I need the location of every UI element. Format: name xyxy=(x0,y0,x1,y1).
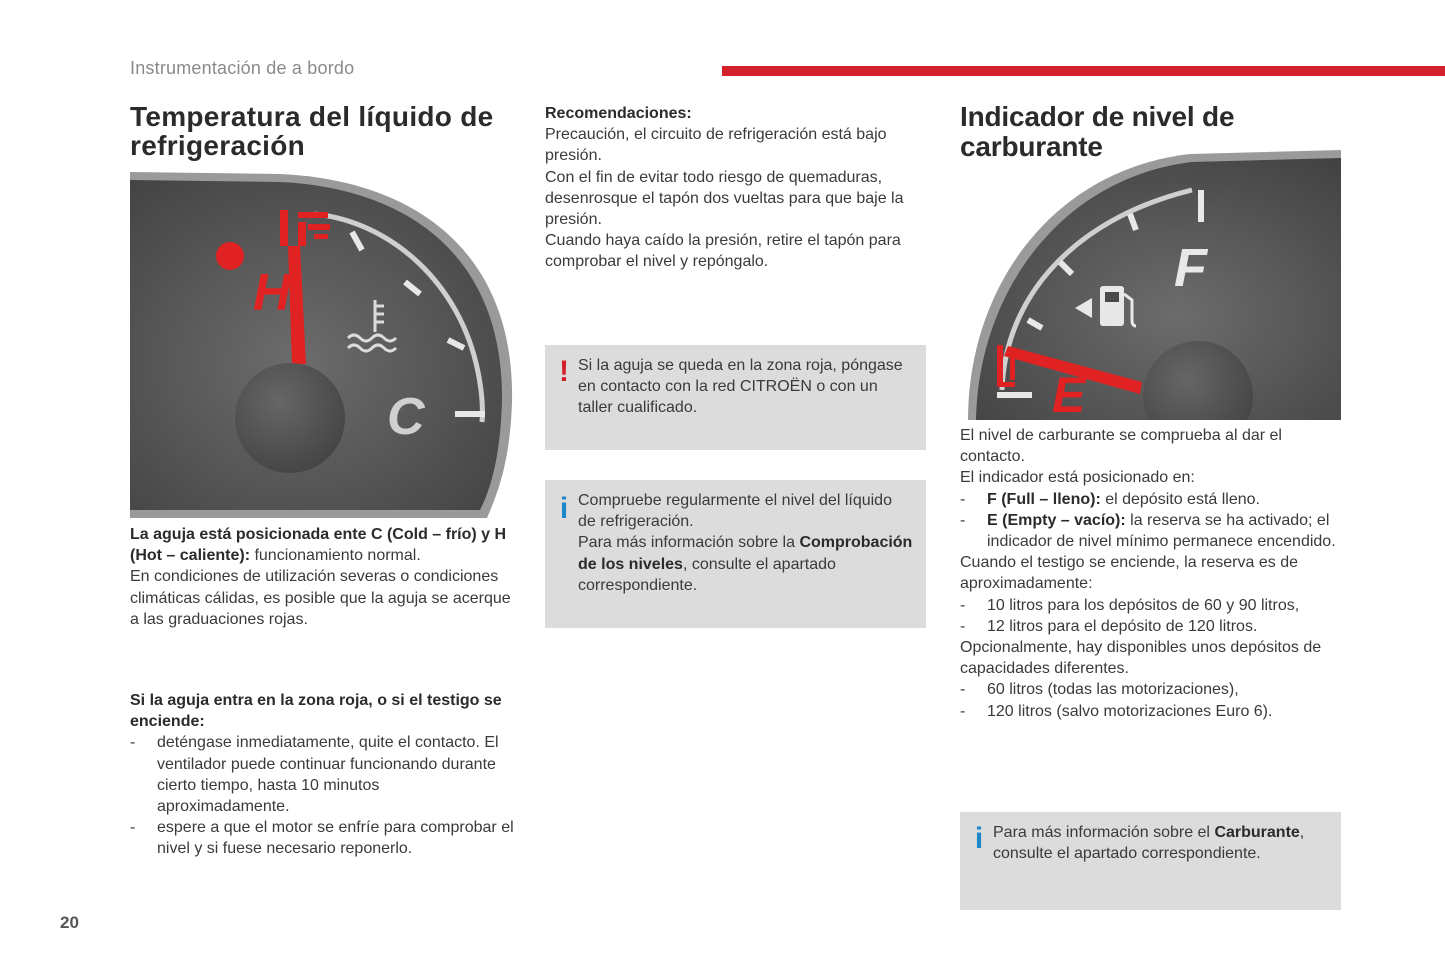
coolant-info-link-label: Comprobación de los niveles xyxy=(578,534,913,573)
list-item: - 12 litros para el depósito de 120 litros. xyxy=(960,616,1345,637)
recommendations-heading: Recomendaciones: xyxy=(545,105,692,122)
fuel-info-box xyxy=(960,812,1341,910)
info-icon: i xyxy=(974,822,984,855)
coolant-red-zone-heading: Si la aguja entra en la zona roja, o si el testigo se enciende: xyxy=(130,692,502,731)
page-number: 20 xyxy=(60,913,79,932)
coolant-title: Temperatura del líquido de refrigeración xyxy=(130,101,494,161)
fuel-text-section xyxy=(960,425,1345,722)
list-item: - espere a que el motor se enfríe para comprobar el nivel y si fuese necesario reponerlo. xyxy=(130,817,515,859)
coolant-gauge-hot-label: H xyxy=(253,264,291,322)
coolant-gauge-cold-label: C xyxy=(387,388,425,446)
fuel-position-empty-text: la reserva se ha activado; el indicador de nivel mínimo permanece encendido. xyxy=(987,511,1336,551)
fuel-gauge-empty-label: E xyxy=(1052,367,1086,420)
coolant-gauge-image xyxy=(130,172,515,518)
fuel-gauge-full-label: F xyxy=(1174,238,1207,298)
list-item: - deténgase inmediatamente, quite el contacto. El ventilador puede continuar funcionando durante cierto tiempo, hasta 10 minutos aproximadamente. xyxy=(130,732,515,817)
fuel-title: Indicador de nivel de carburante xyxy=(960,101,1235,162)
list-item: - 120 litros (salvo motorizaciones Euro 6). xyxy=(960,701,1345,722)
fuel-info-link-label: Carburante xyxy=(1214,824,1300,841)
recommendations-section xyxy=(545,103,925,273)
coolant-severe-text: En condiciones de utilización severas o condiciones climáticas cálidas, es posible que la aguja se acerque a las graduaciones rojas. xyxy=(130,568,511,628)
fuel-position-full-label: F (Full – lleno): xyxy=(987,490,1101,508)
fuel-info-text xyxy=(993,822,1329,864)
fuel-info-text-2: , consulte el apartado correspondiente. xyxy=(993,824,1305,863)
fuel-gauge-image xyxy=(960,150,1341,420)
coolant-info-text-1: Compruebe regularmente el nivel del líquido de refrigeración. Para más información sobre la xyxy=(578,492,892,552)
fuel-optional-intro: Opcionalmente, hay disponibles unos depósitos de capacidades diferentes. xyxy=(960,639,1322,678)
info-icon: i xyxy=(559,492,569,525)
warning-box xyxy=(545,345,926,450)
fuel-position-empty-label: E (Empty – vacío): xyxy=(987,511,1126,529)
list-item: - 60 litros (todas las motorizaciones), xyxy=(960,679,1345,700)
coolant-info-box xyxy=(545,480,926,628)
fuel-reserve-intro: Cuando el testigo se enciende, la reserva es de aproximadamente: xyxy=(960,554,1298,593)
coolant-info-text xyxy=(578,490,914,596)
list-item xyxy=(960,489,1345,510)
fuel-info-text-1: Para más información sobre el xyxy=(993,824,1215,841)
header-accent-bar xyxy=(722,66,1445,76)
fuel-intro: El nivel de carburante se comprueba al dar el contacto. El indicador está posicionado en: xyxy=(960,427,1282,487)
coolant-normal-bold: La aguja está posicionada ente C (Cold – frío) y H (Hot – caliente): xyxy=(130,526,507,565)
coolant-red-zone-section xyxy=(130,690,515,860)
list-item xyxy=(960,510,1345,552)
warning-icon: ! xyxy=(559,355,569,388)
coolant-normal-paragraph xyxy=(130,524,515,630)
list-item: - 10 litros para los depósitos de 60 y 90 litros, xyxy=(960,595,1345,616)
warning-text: Si la aguja se queda en la zona roja, póngase en contacto con la red CITROËN o con un taller cualificado. xyxy=(578,357,903,417)
recommendations-text: Precaución, el circuito de refrigeración está bajo presión. Con el fin de evitar todo riesgo de quemaduras, desenrosque el tapón dos vueltas para que baje la presión. Cuando haya caído la presión, retire el tapón para comprobar el nivel y repóngalo. xyxy=(545,126,904,271)
coolant-normal-rest: funcionamiento normal. xyxy=(250,547,421,565)
coolant-info-text-2: , consulte el apartado correspondiente. xyxy=(578,555,836,594)
fuel-position-full-text: el depósito está lleno. xyxy=(1100,490,1260,508)
section-title: Instrumentación de a bordo xyxy=(130,58,355,78)
